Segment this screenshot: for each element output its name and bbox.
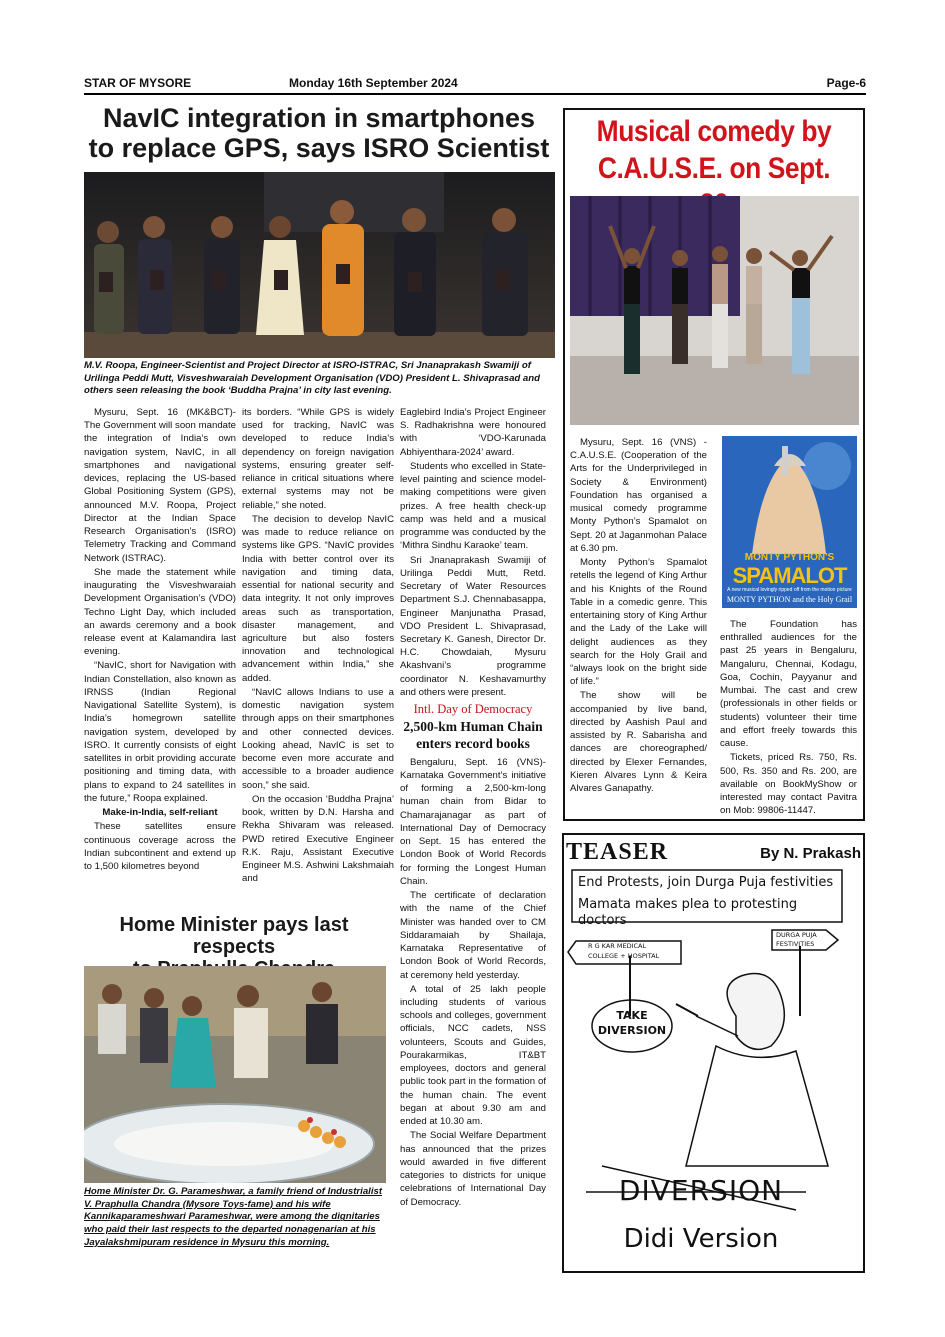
poster-bottom-text: MONTY PYTHON and the Holy Grail (726, 595, 853, 604)
teaser-byline: By N. Prakash (760, 845, 861, 862)
cartoon-bottom-line1: DIVERSION (618, 1174, 784, 1207)
musical-headline-line2: C.A.U.S.E. on Sept. (597, 151, 831, 185)
sign-left-line2: COLLEGE + HOSPITAL (588, 952, 660, 960)
musical-right-para: The Foundation has enthralled audiences for the past 25 years in Bengaluru, Mangaluru, Chennai, Kodagu, Goa, Cochin, Payyanur and Mumbai. The cast and crew (professionals in other fields or students) volunteer their time and effort freely towards this cause. (720, 619, 857, 750)
cartoon-speech-line2: Mamata makes plea to protesting doctors (578, 897, 798, 928)
navic-photo (84, 172, 555, 358)
musical-right-para: Tickets, priced Rs. 750, Rs. 500, Rs. 350 and Rs. 200, are available on BookMyShow or interested may contact Pavitra on Mob: 99806-11447. (720, 752, 857, 817)
navic-col2-para: The decision to develop NavIC was made to reduce reliance on systems like GPS. “NavIC provides India with better control over its navigation and timing data, essential for national security and data integrity. It not only improves areas such as transportation, disaster management, and agriculture but also fosters innovation and technological advancement within India,” she added. (242, 513, 394, 684)
navic-column-2 (242, 406, 394, 886)
cartoon-speech-line1: End Protests, join Durga Puja festivities (578, 875, 834, 890)
dancers-photo (570, 196, 859, 425)
cartoon-bottom-line2: Didi Version (623, 1224, 779, 1254)
navic-col1-para: These satellites ensure continuous coverage across the Indian subcontinent and extend up to 1,500 kilometres beyond (84, 821, 236, 872)
home-minister-headline-line1: Home Minister pays last respects (119, 914, 349, 958)
navic-col1-para: Mysuru, Sept. 16 (MK&BCT)- The Government will soon mandate the integration of India’s own navigation system, NavIC, in all smartphones and navigational devices, replacing the US-based Global Positioning System (GPS), announced M.V. Roopa, Project Director at the Indian Space Research Organisation’s (ISRO) Telemetry Tracking and Command Network (ISTRAC). (84, 407, 236, 564)
home-minister-photo (84, 966, 386, 1183)
masthead (84, 76, 866, 92)
sign-right-line2: FESTIVITIES (776, 940, 815, 948)
navic-headline-line1: NavIC integration in smartphones (102, 103, 536, 133)
navic-subhead: Make-in-India, self-reliant (102, 807, 218, 819)
issue-date: Monday 16th September 2024 (289, 76, 458, 90)
navic-col2-para: its borders. “While GPS is widely used for tracking, NavIC was developed to reduce India’s dependency on foreign navigation systems, ensuring greater self-reliance in critical situations where external systems may not be reliable,” she noted. (242, 407, 394, 511)
spamalot-poster (722, 436, 857, 608)
publication-name: STAR OF MYSORE (84, 76, 192, 90)
democracy-headline: 2,500-km Human Chain enters record books (403, 719, 543, 751)
sign-right-line1: DURGA PUJA (776, 931, 817, 939)
democracy-para: The Social Welfare Department has announced that the prizes would awarded in five different categories to districts for unique celebrations of International Day of Democracy. (400, 1130, 546, 1208)
musical-column-left (570, 436, 707, 796)
poster-title: SPAMALOT (732, 563, 847, 588)
page-number: Page-6 (826, 76, 866, 90)
musical-column-right (720, 618, 857, 819)
musical-para: Monty Python’s Spamalot retells the legend of King Arthur and his Knights of the Round Table in a comedic genre. This entertaining story of King Arthur and the Lady of the Lake will delight audiences as they search for the Holy Grail and “always look on the bright side of life.” (570, 557, 707, 688)
navic-col2-para: On the occasion ‘Buddha Prajna’ book, written by D.N. Harsha and Rekha Shivaram was released. PWD retired Executive Engineer R.K. Raju, Assistant Executive Engineer M.S. Ashwini Lakshmaiah and (242, 793, 394, 885)
navic-headline (84, 104, 554, 163)
poster-top-text: MONTY PYTHON'S (744, 552, 835, 563)
democracy-para: Bengaluru, Sept. 16 (VNS)- Karnataka Government’s initiative of forming a 2,500-km-long human chain from Bidar to Chamarajanagar as part of International Day of Democracy on Sept. 15 has entered the London Book of World Records for forming the Longest Human Chain. (400, 756, 546, 887)
navic-col3-para: Students who excelled in State-level painting and science model-making competitions were given prizes. A free health check-up camp was held and a musical programme was conducted by the ‘Mithra Sindhu Karaoke’ team. (400, 460, 546, 552)
dance-rehearsal-photo (570, 196, 859, 425)
navic-col1-para: “NavIC, short for Navigation with Indian Constellation, also known as IRNSS (Indian Regional Navigational Satellite System), is India’s homegrown satellite navigation system, developed by ISRO. It currently consists of eight satellites in orbit providing accurate positioning and timing data, with plans to expand to 24 satellites in the future,” Roopa explained. (84, 660, 236, 804)
bubble-line1: TAKE (616, 1009, 648, 1022)
navic-headline-line2: to replace GPS, says ISRO Scientist (88, 132, 550, 163)
poster-subtext: A new musical lovingly ripped off from the motion picture (727, 587, 852, 593)
home-minister-caption: Home Minister Dr. G. Parameshwar, a family friend of Industrialist V. Praphulla Chandra (Mysore Toys-fame) and his wife Kannikaparameshwari Parameshwar, were among the dignitaries who paid their last respects to the departed nonagenarian at his Jayalakshmipuram residence in Mysuru this morning. (84, 1186, 383, 1248)
navic-col2-para: “NavIC allows Indians to use a domestic navigation system through apps on their smartphones and other connected devices. Looking ahead, NavIC is set to become even more accurate and accessible to a broader audience soon,” she said. (242, 686, 394, 791)
book-release-photo (84, 172, 555, 358)
last-respects-photo (84, 966, 386, 1183)
navic-photo-caption: M.V. Roopa, Engineer-Scientist and Project Director at ISRO-ISTRAC, Sri Jnanaprakash Swamiji of Urilinga Peddi Mutt, Visveshwaraiah Development Organisation (VDO) President L. Shivaprasad and others seen releasing the book ‘Buddha Prajna’ in city last evening. (84, 360, 540, 397)
democracy-kicker: Intl. Day of Democracy (413, 702, 533, 717)
musical-para: Mysuru, Sept. 16 (VNS) - C.A.U.S.E. (Cooperation of the Arts for the Underprivileged in Society & Environment) Foundation has organised a musical comedy programme Monty Python’s Spamalot on Sept. 20 at Jaganmohan Palace at 6.30 pm. (570, 437, 707, 554)
masthead-rule (84, 93, 866, 95)
navic-column-3 (400, 406, 546, 1210)
musical-para: The show will be accompanied by live band, directed by Aashish Paul and assisted by R. Sabarisha and dances are choreographed/ directed by Elexer Fernandes, Kieren Alvares Lynn & Keira Alvares Ganapathy. (570, 690, 707, 795)
musical-headline-line1: Musical comedy by (596, 115, 832, 148)
teaser-cartoon (566, 866, 861, 1270)
democracy-para: A total of 25 lakh people including students of various schools and colleges, government officials, NCC cadets, NSS volunteers, Scouts and Guides, Pourakarmikas, IT&BT employees, doctors and general public took part in the formation of the human chain. The event began at about 9.30 am and ended at 10.30 am. (400, 983, 546, 1128)
navic-col1-para: She made the statement while inaugurating the Visveshwaraiah Development Organisation’s (VDO) Techno Light Day, which included an awards ceremony and a book release event at Kalamandira last evening. (84, 566, 236, 658)
navic-col3-para: Eaglebird India’s Project Engineer S. Radhakrishna were honoured with ‘VDO-Karunada Abhiyenthara-2024’ award. (400, 407, 546, 458)
navic-col3-para: Sri Jnanaprakash Swamiji of Urilinga Peddi Mutt, Retd. Secretary of Water Resources Department S.J. Chennabasappa, Engineer Manjunatha Prasad, VDO President L. Shivaprasad, Secretary K. Ganesh, Director Dr. H.C. Chowdaiah, Mysuru Akashvani’s programme coordinator N. Keshavamurthy and others were present. (400, 554, 546, 698)
sign-left-line1: R G KAR MEDICAL (588, 942, 647, 950)
navic-column-1 (84, 406, 236, 874)
democracy-para: The certificate of declaration with the name of the Chief Minister was handed over to CM Siddaramaiah by Shailaja, Karnataka Representative of London Book of World Records, at ceremony held yesterday. (400, 890, 546, 981)
bubble-line2: DIVERSION (597, 1024, 667, 1037)
teaser-title: TEASER (566, 839, 669, 865)
